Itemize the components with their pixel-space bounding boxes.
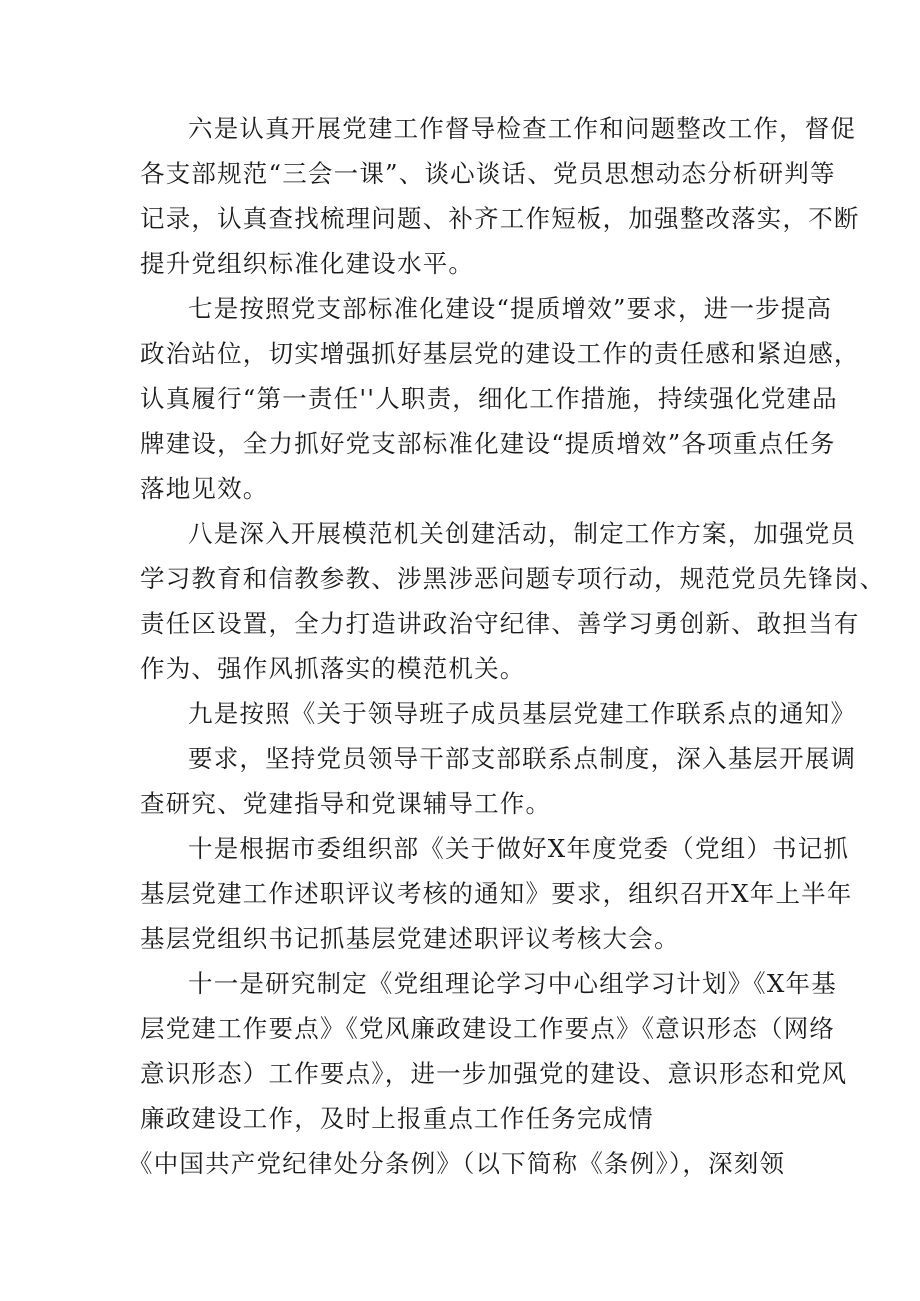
text-line: 查研究、党建指导和党课辅导工作。 [140,789,552,818]
text-line: 落地见效。 [140,474,269,503]
text-line: 作为、强作风抓落实的模范机关。 [140,654,526,683]
text-line: 层党建工作要点》《党风廉政建设工作要点》《意识形态（网络 [140,1014,836,1043]
text-line: 六是认真开展党建工作督导检查工作和问题整改工作，督促 [188,114,857,143]
text-line: 意识形态）工作要点》，进一步加强党的建设、意识形态和党风 [140,1059,848,1088]
text-line: 责任区设置，全力打造讲政治守纪律、善学习勇创新、敢担当有 [140,609,860,638]
text-line: 八是深入开展模范机关创建活动，制定工作方案，加强党员 [188,519,857,548]
text-line: 七是按照党支部标准化建设“提质增效”要求，进一步提高 [188,294,833,323]
text-line: 提升党组织标准化建设水平。 [140,249,475,278]
text-line: 政治站位，切实增强抓好基层党的建设工作的责任感和紧迫感， [140,339,860,368]
text-line: 九是按照《关于领导班子成员基层党建工作联系点的通知》 [188,699,857,728]
text-line: 牌建设，全力抓好党支部标准化建设“提质增效”各项重点任务 [140,429,836,458]
text-line: 记录，认真查找梳理问题、补齐工作短板，加强整改落实，不断 [140,204,860,233]
text-line: 认真履行“第一责任''人职责，细化工作措施，持续强化党建品 [140,384,838,413]
text-line: 要求，坚持党员领导干部支部联系点制度，深入基层开展调 [188,744,857,773]
text-line: 十一是研究制定《党组理论学习中心组学习计划》《X年基 [188,969,837,998]
text-line: 学习教育和信教参教、涉黑涉恶问题专项行动，规范党员先锋岗、 [140,564,886,593]
text-line: 各支部规范“三会一课”、谈心谈话、党员思想动态分析研判等 [140,159,836,188]
text-line: 《中国共产党纪律处分条例》（以下简称《条例》），深刻领 [128,1149,786,1178]
text-line: 十是根据市委组织部《关于做好X年度党委（党组）书记抓 [188,834,850,863]
text-line: 廉政建设工作，及时上报重点工作任务完成情 [140,1104,654,1133]
text-line: 基层党组织书记抓基层党建述职评议考核大会。 [140,924,680,953]
text-line: 基层党建工作述职评议考核的通知》要求，组织召开X年上半年 [140,879,853,908]
